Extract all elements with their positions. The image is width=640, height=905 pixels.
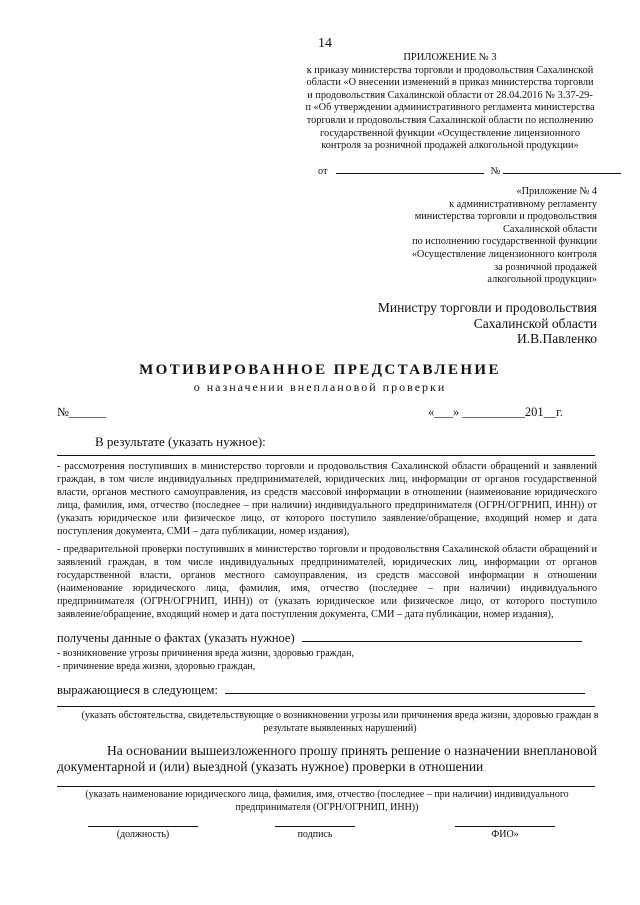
reason-paragraph-2: - предварительной проверки поступивших в министерство торговли и продовольствия Сахалинской области обращений и заявлений граждан, в том числе индивидуальных предпринимателей, юридических лиц, информации от органов государственной власти, органов местного самоуправления, из средств массовой информации в отношении (наименование юридического лица, фамилия, имя, отчество (последнее – при наличии) индивидуального предпринимателя (ОГРН/ОГРНИП, ИНН)) от (указать юридическое или физическое лицо, от которого поступило заявление/обращение, входящий номер и дата поступления документа, СМИ – дата публикации, номер издания), [57,544,597,620]
expressed-label [57,683,585,698]
harm-item: - причинение вреда жизни, здоровью граждан, [57,661,256,672]
received-label-text: получены данные о фактах (указать нужное) [57,631,295,645]
number-label: № [490,166,501,177]
order-number-blank [503,164,621,174]
result-blank-line [57,455,595,456]
appendix4-line: «Осуществление лицензионного контроля [411,248,597,260]
order-date-blank [336,164,484,174]
appendix4-line: алкогольной продукции» [487,274,597,286]
threat-item: - возникновение угрозы причинения вреда жизни, здоровью граждан, [57,648,354,659]
addressee-line: Министру торговли и продовольствия [377,300,597,315]
appendix4-line: «Приложение № 4 [516,186,597,197]
appendix4-line: Сахалинской области [503,223,597,235]
reason-paragraph-1: - рассмотрения поступивших в министерство торговли и продовольствия Сахалинской области обращений и заявлений граждан, в том числе индивидуальных предпринимателей, юридических лиц, информации от органов государственной власти, органов местного самоуправления, из средств массовой информации в отношении (наименование юридического лица, фамилия, имя, отчество (последнее – при наличии) индивидуального предпринимателя (ОГРН/ОГРНИП, ИНН)) от (указать юридическое или физическое лицо, от которого поступило заявление/обращение, входящий номер и дата поступления документа, СМИ – дата публикации, номер издания), [57,461,597,537]
signature-label: подпись [297,829,333,840]
entity-blank-line [57,786,595,787]
received-data-label [57,631,582,646]
appendix4-line: министерства торговли и продовольствия [414,211,597,223]
appendix3-body: к приказу министерства торговли и продовольствия Сахалинской области «О внесении изменений в приказ министерства торговли и продовольствия Сахалинской области от 28.04.2016 № 3.37-29-п «Об утверждении административного регламента министерства торговли и продовольствия Сахалинской области по исполнению государственной функции «Осуществление лицензионного контроля за розничной продажей алкогольной продукции» [305,64,595,152]
basis-paragraph: На основании вышеизложенного прошу принять решение о назначении внеплановой документарной и (или) выездной (указать нужное) проверки в отношении [57,743,597,774]
addressee-block [340,300,597,347]
appendix4-line: к административному регламенту [449,198,597,210]
document-number-field: №______ [57,405,107,419]
from-label: от [318,166,328,177]
appendix4-line: за розничной продажей [494,261,597,273]
position-label: (должность) [116,829,170,840]
circumstances-caption: (указать обстоятельства, свидетельствующие о возникновении угрозы или причинения вреда жизни, здоровью граждан в результате выявленных нарушений) [81,710,599,734]
expressed-blank [225,684,585,694]
order-date-number-line [318,164,621,177]
expressed-label-text: выражающиеся в следующем: [57,683,218,697]
result-label: В результате (указать нужное): [95,434,266,449]
addressee-line: Сахалинской области [473,315,597,331]
document-subtitle: о назначении внеплановой проверки [193,380,447,394]
appendix4-line: по исполнению государственной функции [412,236,597,248]
document-title: МОТИВИРОВАННОЕ ПРЕДСТАВЛЕНИЕ [139,362,501,378]
fio-label: ФИО» [491,829,519,840]
signature-blank-line [275,826,355,827]
circumstances-blank-line [57,706,595,707]
page-number: 14 [318,36,332,51]
received-blank [302,632,582,642]
position-blank-line [88,826,198,827]
addressee-name: И.В.Павленко [516,331,597,346]
appendix3-header [305,52,595,153]
document-date-field: «___» __________201__г. [428,405,563,419]
entity-caption: (указать наименование юридического лица, фамилия, имя, отчество (последнее – при наличии) индивидуального предпринимателя (ОГРН/ОГРНИП, ИНН)) [85,789,569,813]
appendix3-title: ПРИЛОЖЕНИЕ № 3 [403,52,497,63]
appendix4-header [372,186,597,287]
fio-blank-line [455,826,555,827]
